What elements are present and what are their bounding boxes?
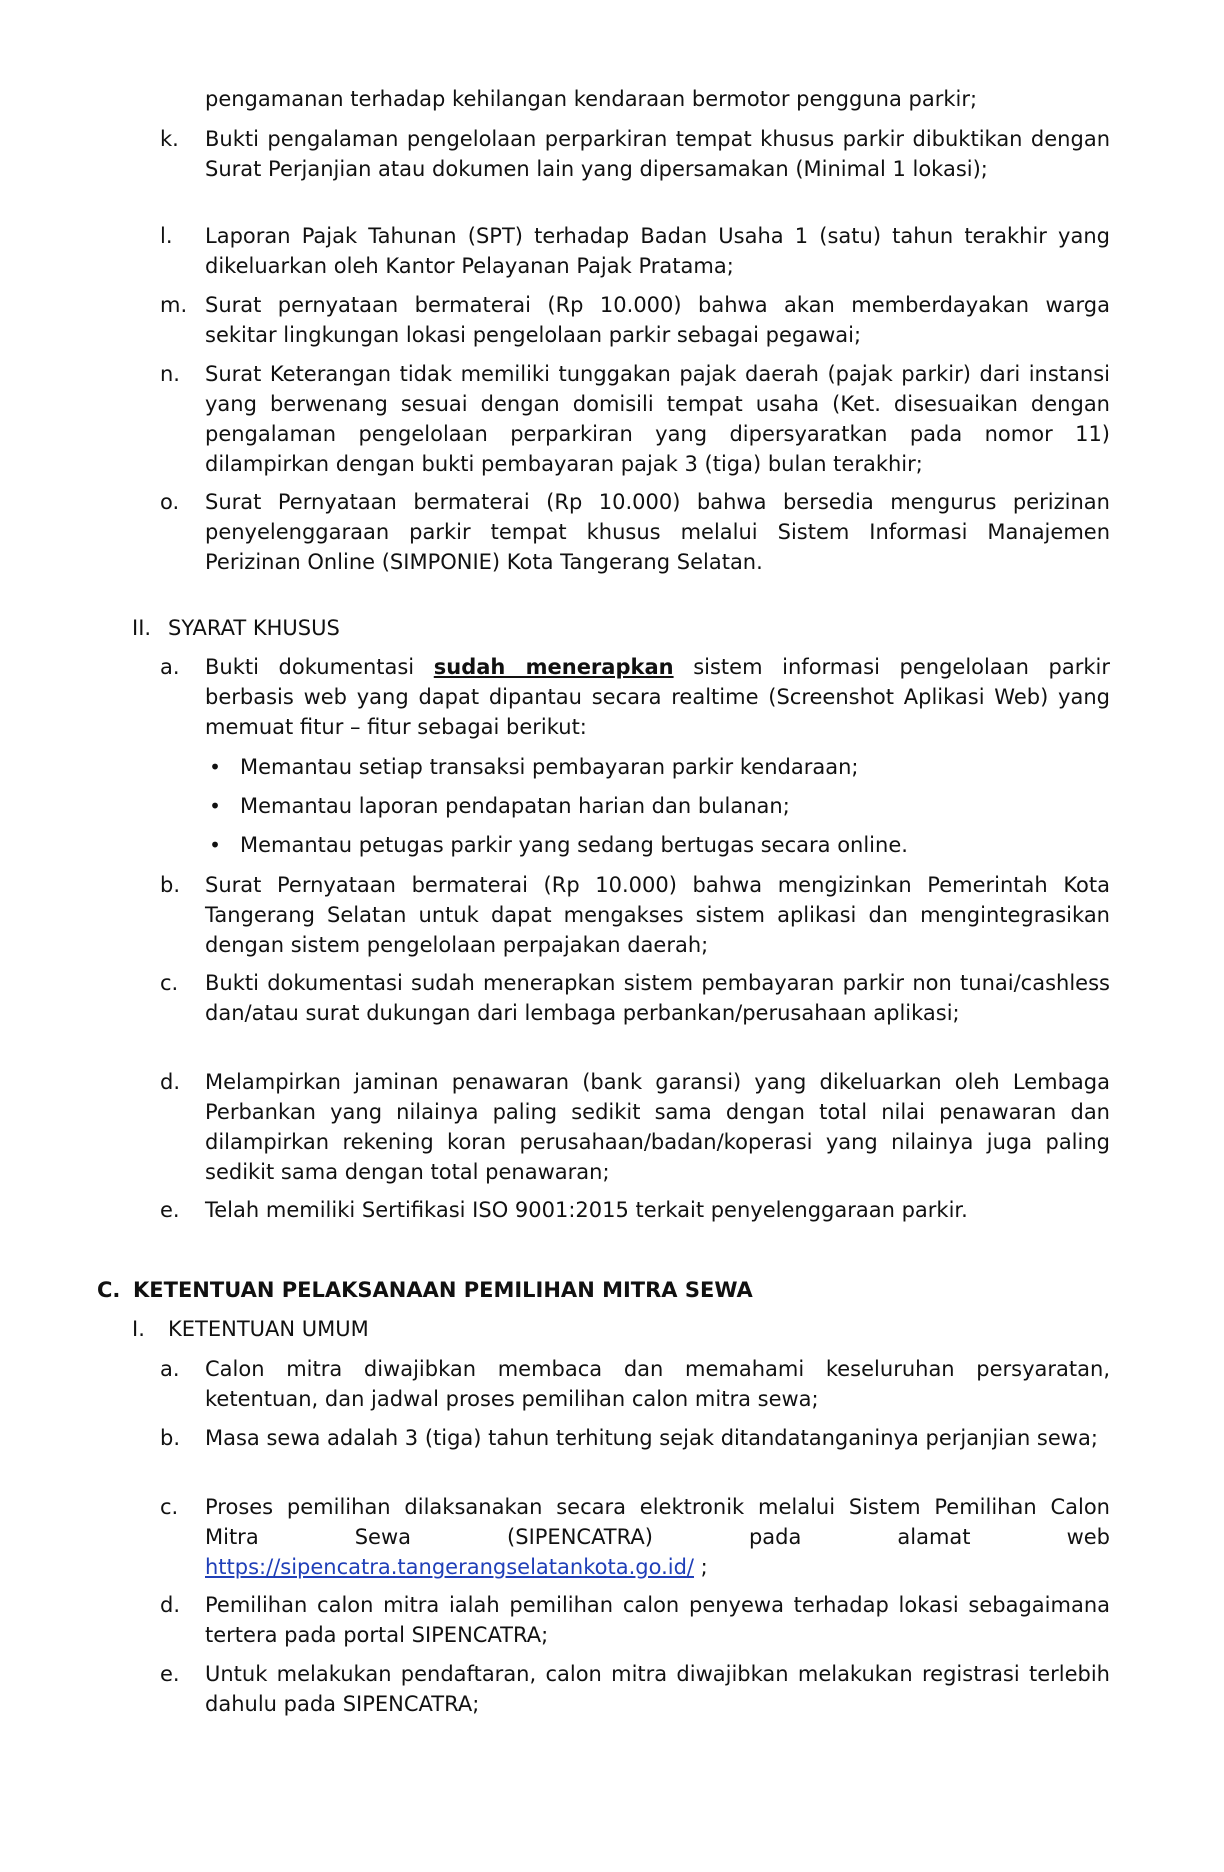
section-c-heading xyxy=(97,1275,753,1305)
item-text: Melampirkan jaminan penawaran (bank garansi) yang dikeluarkan oleh Lembaga Perbankan yang nilainya paling sedikit sama dengan total nilai penawaran dan dilampirkan rekening koran perusahaan/badan/koperasi yang nilainya juga paling sedikit sama dengan total penawaran; xyxy=(205,1070,1110,1184)
item-text: Bukti dokumentasi sudah menerapkan sistem pembayaran parkir non tunai/cashless dan/atau surat dukungan dari lembaga perbankan/perusahaan aplikasi; xyxy=(205,971,1110,1025)
bullet-item: • Memantau laporan pendapatan harian dan bulanan; xyxy=(200,791,1110,821)
list-item-m xyxy=(160,290,1110,350)
list-item-o xyxy=(160,487,1110,577)
item-text: Laporan Pajak Tahunan (SPT) terhadap Badan Usaha 1 (satu) tahun terakhir yang dikeluarkan oleh Kantor Pelayanan Pajak Pratama; xyxy=(205,224,1110,278)
item-text: Bukti pengalaman pengelolaan perparkiran tempat khusus parkir dibuktikan dengan Surat Perjanjian atau dokumen lain yang dipersamakan (Minimal 1 lokasi); xyxy=(205,127,1110,181)
item-marker: d. xyxy=(160,1070,181,1094)
item-marker: e. xyxy=(160,1662,180,1686)
continued-line: pengamanan terhadap kehilangan kendaraan bermotor pengguna parkir; xyxy=(205,87,978,111)
item-marker: a. xyxy=(160,1357,180,1381)
list-item-e xyxy=(160,1195,1110,1225)
item-text: Surat Pernyataan bermaterai (Rp 10.000) bahwa mengizinkan Pemerintah Kota Tangerang Selatan untuk dapat mengakses sistem aplikasi dan mengintegrasikan dengan sistem pengelolaan perpajakan daerah; xyxy=(205,873,1110,957)
item-text: Bukti dokumentasi sudah menerapkan sistem informasi pengelolaan parkir berbasis web yang dapat dipantau secara realtime (Screenshot Aplikasi Web) yang memuat fitur – fitur sebagai berikut: xyxy=(205,655,1110,739)
item-text: Pemilihan calon mitra ialah pemilihan calon penyewa terhadap lokasi sebagaimana tertera pada portal SIPENCATRA; xyxy=(205,1593,1110,1647)
list-item-b xyxy=(160,1423,1110,1453)
ketentuan-umum-heading xyxy=(132,1314,369,1344)
syarat-khusus-heading xyxy=(132,613,340,643)
item-marker: m. xyxy=(160,293,188,317)
list-item-e xyxy=(160,1659,1110,1719)
item-text: Surat Pernyataan bermaterai (Rp 10.000) bahwa bersedia mengurus perizinan penyelenggaraan parkir tempat khusus melalui Sistem Informasi Manajemen Perizinan Online (SIMPONIE) Kota Tangerang Selatan. xyxy=(205,490,1110,574)
item-marker: b. xyxy=(160,873,181,897)
item-text: Calon mitra diwajibkan membaca dan memahami keseluruhan persyaratan, ketentuan, dan jadwal proses pemilihan calon mitra sewa; xyxy=(205,1357,1110,1411)
list-item-c xyxy=(160,968,1110,1028)
heading-title: KETENTUAN UMUM xyxy=(168,1317,369,1341)
item-text: Surat Keterangan tidak memiliki tunggakan pajak daerah (pajak parkir) dari instansi yang berwenang sesuai dengan domisili tempat usaha (Ket. disesuaikan dengan pengalaman pengelolaan perparkiran yang dipersyaratkan pada nomor 11) dilampirkan dengan bukti pembayaran pajak 3 (tiga) bulan terakhir; xyxy=(205,362,1110,476)
list-item-l xyxy=(160,221,1110,281)
roman-numeral: I. xyxy=(132,1317,145,1341)
list-item-d xyxy=(160,1067,1110,1187)
item-marker: n. xyxy=(160,362,180,386)
item-marker: l. xyxy=(160,224,173,248)
list-item-d xyxy=(160,1590,1110,1650)
item-marker: k. xyxy=(160,127,179,151)
sipencatra-link[interactable]: https://sipencatra.tangerangselatankota.go.id/ xyxy=(205,1555,694,1579)
list-item-a xyxy=(160,652,1110,742)
list-item-n xyxy=(160,359,1110,479)
heading-title: SYARAT KHUSUS xyxy=(168,616,340,640)
item-text: Proses pemilihan dilaksanakan secara elektronik melalui Sistem Pemilihan Calon Mitra Sewa (SIPENCATRA) pada alamat web https://sipencatra.tangerangselatankota.go.id/ ; xyxy=(205,1495,1110,1579)
item-marker: c. xyxy=(160,971,179,995)
bullet-icon: • xyxy=(209,794,221,818)
item-text: Masa sewa adalah 3 (tiga) tahun terhitung sejak ditandatanganinya perjanjian sewa; xyxy=(205,1426,1098,1450)
item-marker: a. xyxy=(160,655,180,679)
item-marker: c. xyxy=(160,1495,179,1519)
list-item-k xyxy=(160,124,1110,184)
bullet-item: • Memantau setiap transaksi pembayaran parkir kendaraan; xyxy=(200,752,1110,782)
emphasis-text: sudah menerapkan xyxy=(433,655,674,679)
item-marker: o. xyxy=(160,490,180,514)
item-marker: b. xyxy=(160,1426,181,1450)
item-marker: e. xyxy=(160,1198,180,1222)
item-marker: d. xyxy=(160,1593,181,1617)
list-item-b xyxy=(160,870,1110,960)
item-text: Telah memiliki Sertifikasi ISO 9001:2015 terkait penyelenggaraan parkir. xyxy=(205,1198,968,1222)
item-text: Untuk melakukan pendaftaran, calon mitra diwajibkan melakukan registrasi terlebih dahulu pada SIPENCATRA; xyxy=(205,1662,1110,1716)
bullet-icon: • xyxy=(209,833,221,857)
bullet-item: • Memantau petugas parkir yang sedang bertugas secara online. xyxy=(200,830,1110,860)
list-item-a xyxy=(160,1354,1110,1414)
section-letter: C. xyxy=(97,1278,121,1302)
section-title: KETENTUAN PELAKSANAAN PEMILIHAN MITRA SEWA xyxy=(133,1278,753,1302)
roman-numeral: II. xyxy=(132,616,152,640)
bullet-icon: • xyxy=(209,755,221,779)
list-item-c xyxy=(160,1492,1110,1582)
item-text: Surat pernyataan bermaterai (Rp 10.000) bahwa akan memberdayakan warga sekitar lingkungan lokasi pengelolaan parkir sebagai pegawai; xyxy=(205,293,1110,347)
